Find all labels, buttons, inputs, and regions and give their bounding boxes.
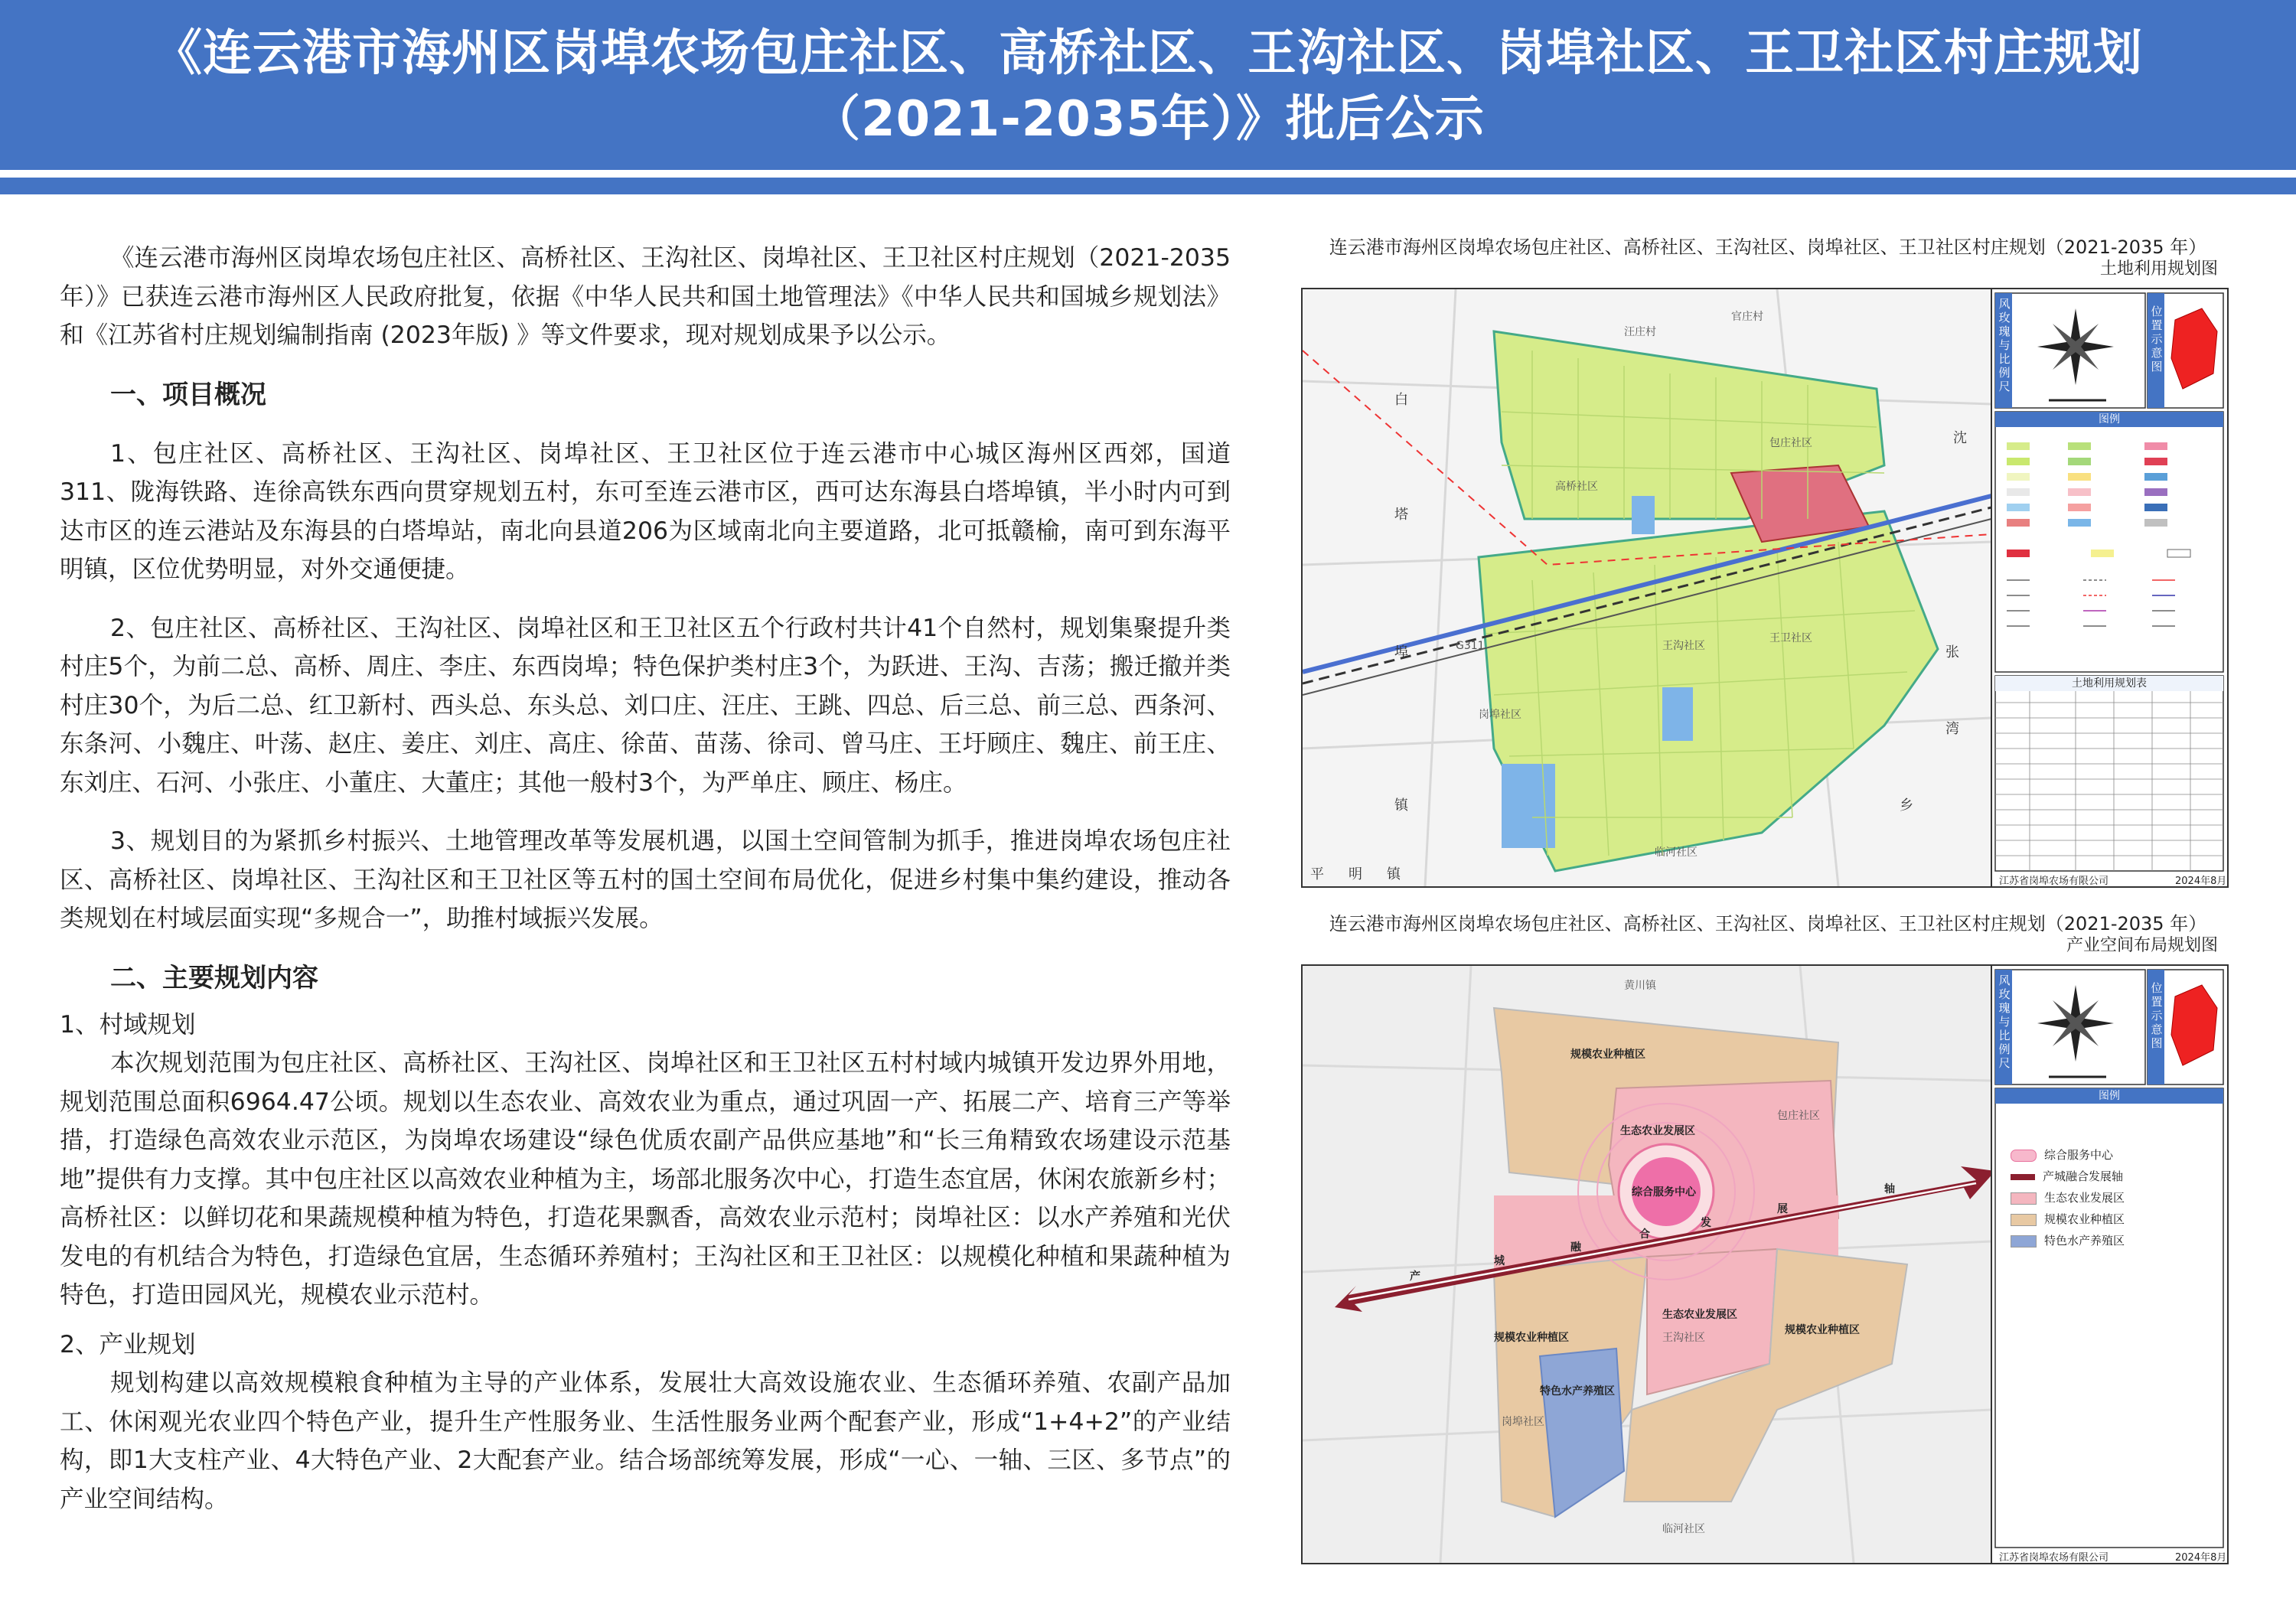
section1-paragraph-2: 2、包庄社区、高桥社区、王沟社区、岗埠社区和王卫社区五个行政村共计41个自然村，规划集聚提升类村庄5个，为前二总、高桥、周庄、李庄、东西岗埠；特色保护类村庄3个，为跃进、王沟、吉荡；搬迁撤并类村庄30个，为后二总、红卫新村、西头总、东头总、刘口庄、汪庄、王跳、四总、后三总、前三总、西条河、东条河、小魏庄、叶荡、赵庄、姜庄、刘庄、高庄、徐苗、苗荡、徐司、曾马庄、王圩顾庄、魏庄、前王庄、东刘庄、石河、小张庄、小董庄、大董庄；其他一般村3个，为严单庄、顾庄、杨庄。 <box>60 614 1231 797</box>
map2-legend-list <box>2011 1148 2125 1255</box>
map1-label-guanzhuang: 官庄村 <box>1731 311 1763 323</box>
map2-zone-north-scale: 规模农业种植区 <box>1570 1049 1645 1061</box>
map1-label-linhe: 临河社区 <box>1655 846 1698 859</box>
map2-axis-char-7: 轴 <box>1884 1183 1895 1195</box>
map2-place-linhe: 临河社区 <box>1662 1523 1705 1535</box>
map1-label-ping: 平 <box>1310 866 1324 882</box>
map1-label-xiang: 乡 <box>1900 797 1913 814</box>
map1-compass-label: 风玫瑰与比例尺 <box>1998 297 2011 393</box>
map1-footer-right: 2024年8月 <box>2175 876 2227 887</box>
header-banner <box>0 0 2296 170</box>
map2-place-wanggou: 王沟社区 <box>1662 1332 1705 1344</box>
map1-label-gaoqiao: 高桥社区 <box>1555 481 1598 493</box>
map1-label-wanggou: 王沟社区 <box>1662 640 1705 652</box>
map2-axis-char-3: 融 <box>1570 1241 1581 1254</box>
legend-swatch-aqua <box>2011 1235 2037 1248</box>
article-body <box>60 239 1231 1518</box>
map2-zone-north-eco: 生态农业发展区 <box>1620 1125 1695 1137</box>
industry-layout-map <box>1301 964 2229 1564</box>
map2-location-label: 位置示意图 <box>2151 981 2163 1050</box>
section2-paragraph-2: 规划构建以高效规模粮食种植为主导的产业体系，发展壮大高效设施农业、生态循环养殖、农副产品加工、休闲观光农业四个特色产业，提升生产性服务业、生活性服务业两个配套产业，形成“1+4+2”的产业结构，即1大支柱产业、4大特色产业、2大配套产业。结合场部统筹发展，形成“一心、一轴、三区、多节点”的产业空间结构。 <box>60 1369 1231 1513</box>
map1-label-zhen2: 镇 <box>1387 866 1401 882</box>
map1-label-wangzhuang: 汪庄村 <box>1624 326 1656 338</box>
map1-label-g311: G311 <box>1456 640 1485 652</box>
map2-place-huangchuan: 黄川镇 <box>1624 980 1656 992</box>
map2-compass-label: 风玫瑰与比例尺 <box>1998 974 2011 1070</box>
map1-label-bai: 白 <box>1394 392 1408 408</box>
land-use-map <box>1301 288 2229 888</box>
map2-zone-service: 综合服务中心 <box>1632 1186 1696 1199</box>
map2-axis-char-5: 发 <box>1701 1217 1711 1229</box>
map2-axis-char-4: 合 <box>1639 1228 1650 1241</box>
map2-axis-char-2: 城 <box>1494 1255 1505 1267</box>
map1-label-wan: 湾 <box>1945 721 1959 737</box>
legend-swatch-scale <box>2011 1214 2037 1226</box>
industry-layout-map-graphic <box>1303 966 2227 1563</box>
map1-location-label: 位置示意图 <box>2151 305 2163 373</box>
legend-row-axis: 产城融合发展轴 <box>2011 1169 2125 1184</box>
map1-legend-title: 图例 <box>2099 413 2120 426</box>
section2-sub2: 2、产业规划 <box>60 1330 196 1358</box>
map1-label-shen: 沈 <box>1953 430 1967 446</box>
page-title-line2: （2021-2035年）》批后公示 <box>811 91 1485 148</box>
section1-heading: 一、项目概况 <box>110 379 266 410</box>
map1-label-zhen1: 镇 <box>1394 797 1408 814</box>
map2-subtitle: 产业空间布局规划图 <box>2066 936 2218 955</box>
legend-row-service: 综合服务中心 <box>2011 1148 2125 1163</box>
map1-label-wangwei: 王卫社区 <box>1769 632 1812 644</box>
legend-row-aqua: 特色水产养殖区 <box>2011 1234 2125 1248</box>
map2-zone-aquaculture: 特色水产养殖区 <box>1540 1385 1615 1398</box>
legend-swatch-axis <box>2011 1174 2035 1180</box>
map2-place-gangbu: 岗埠社区 <box>1502 1416 1544 1428</box>
map2-zone-east-scale: 规模农业种植区 <box>1785 1324 1860 1336</box>
map2-legend-title: 图例 <box>2099 1090 2120 1102</box>
map1-footer-left: 江苏省岗埠农场有限公司 <box>1999 876 2109 887</box>
section1-paragraph-3: 3、规划目的为紧抓乡村振兴、土地管理改革等发展机遇，以国土空间管制为抓手，推进岗埠农场包庄社区、高桥社区、岗埠社区、王沟社区和王卫社区等五村的国土空间布局优化，促进乡村集中集约建设，推动各类规划在村域层面实现“多规合一”，助推村域振兴发展。 <box>60 827 1231 932</box>
map1-label-gangbu: 岗埠社区 <box>1479 709 1521 721</box>
section2-paragraph-1: 本次规划范围为包庄社区、高桥社区、王沟社区、岗埠社区和王卫社区五村村域内城镇开发边界外用地，规划范围总面积6964.47公顷。规划以生态农业、高效农业为重点，通过巩固一产、拓展二产、培育三产等举措，打造绿色高效农业示范区，为岗埠农场建设“绿色优质农副产品供应基地”和“长三角精致农场建设示范基地”提供有力支撑。其中包庄社区以高效农业种植为主，场部北服务次中心，打造生态宜居，休闲农旅新乡村；高桥社区：以鲜切花和果蔬规模种植为特色，打造花果飘香，高效农业示范村；岗埠社区：以水产养殖和光伏发电的有机结合为特色，打造绿色宜居，生态循环养殖村；王沟社区和王卫社区：以规模化种植和果蔬种植为特色，打造田园风光，规模农业示范村。 <box>60 1049 1231 1309</box>
map1-label-baozhuang: 包庄社区 <box>1769 437 1812 449</box>
map1-label-ta: 塔 <box>1394 507 1408 523</box>
map2-axis-char-1: 产 <box>1410 1270 1420 1283</box>
header-divider <box>0 170 2296 178</box>
section1-paragraph-1: 1、包庄社区、高桥社区、王沟社区、岗埠社区、王卫社区位于连云港市中心城区海州区西郊，国道311、陇海铁路、连徐高铁东西向贯穿规划五村，东可至连云港市区，西可达东海县白塔埠镇，半小时内可到达市区的连云港站及东海县的白塔埠站，南北向县道206为区域南北向主要道路，北可抵赣榆，南可到东海平明镇，区位优势明显，对外交通便捷。 <box>60 439 1231 583</box>
section2-heading: 二、主要规划内容 <box>110 962 318 993</box>
map2-zone-south-eco: 生态农业发展区 <box>1662 1309 1737 1321</box>
map2-zone-west-scale: 规模农业种植区 <box>1494 1332 1569 1344</box>
legend-row-scale: 规模农业种植区 <box>2011 1212 2125 1227</box>
map1-label-ming: 明 <box>1349 866 1362 882</box>
section2-sub1: 1、村域规划 <box>60 1010 196 1039</box>
legend-swatch-service <box>2011 1150 2037 1162</box>
land-use-map-graphic <box>1303 289 2227 886</box>
map2-footer-right: 2024年8月 <box>2175 1552 2227 1564</box>
map2-axis-char-6: 展 <box>1777 1203 1788 1215</box>
map1-label-bu: 埠 <box>1394 644 1408 660</box>
map2-caption: 连云港市海州区岗埠农场包庄社区、高桥社区、王沟社区、岗埠社区、王卫社区村庄规划（2021-2035 年） <box>1329 913 2207 934</box>
header-stripe <box>0 178 2296 194</box>
map1-label-zhang: 张 <box>1945 644 1959 660</box>
map1-table-title: 土地利用规划表 <box>2072 677 2147 690</box>
map1-caption: 连云港市海州区岗埠农场包庄社区、高桥社区、王沟社区、岗埠社区、王卫社区村庄规划（2021-2035 年） <box>1329 236 2207 258</box>
page-title-line1: 《连云港市海州区岗埠农场包庄社区、高桥社区、王沟社区、岗埠社区、王卫社区村庄规划 <box>153 25 2143 82</box>
map2-footer-left: 江苏省岗埠农场有限公司 <box>1999 1552 2109 1564</box>
legend-row-eco: 生态农业发展区 <box>2011 1191 2125 1205</box>
map1-subtitle: 土地利用规划图 <box>2099 259 2218 279</box>
intro-paragraph: 《连云港市海州区岗埠农场包庄社区、高桥社区、王沟社区、岗埠社区、王卫社区村庄规划（2021-2035年）》已获连云港市海州区人民政府批复，依据《中华人民共和国土地管理法》《中华人民共和国城乡规划法》和《江苏省村庄规划编制指南 (2023年版) 》等文件要求，现对规划成果予以公示。 <box>60 244 1231 349</box>
legend-swatch-eco <box>2011 1192 2037 1205</box>
map2-place-baozhuang: 包庄社区 <box>1777 1110 1820 1122</box>
